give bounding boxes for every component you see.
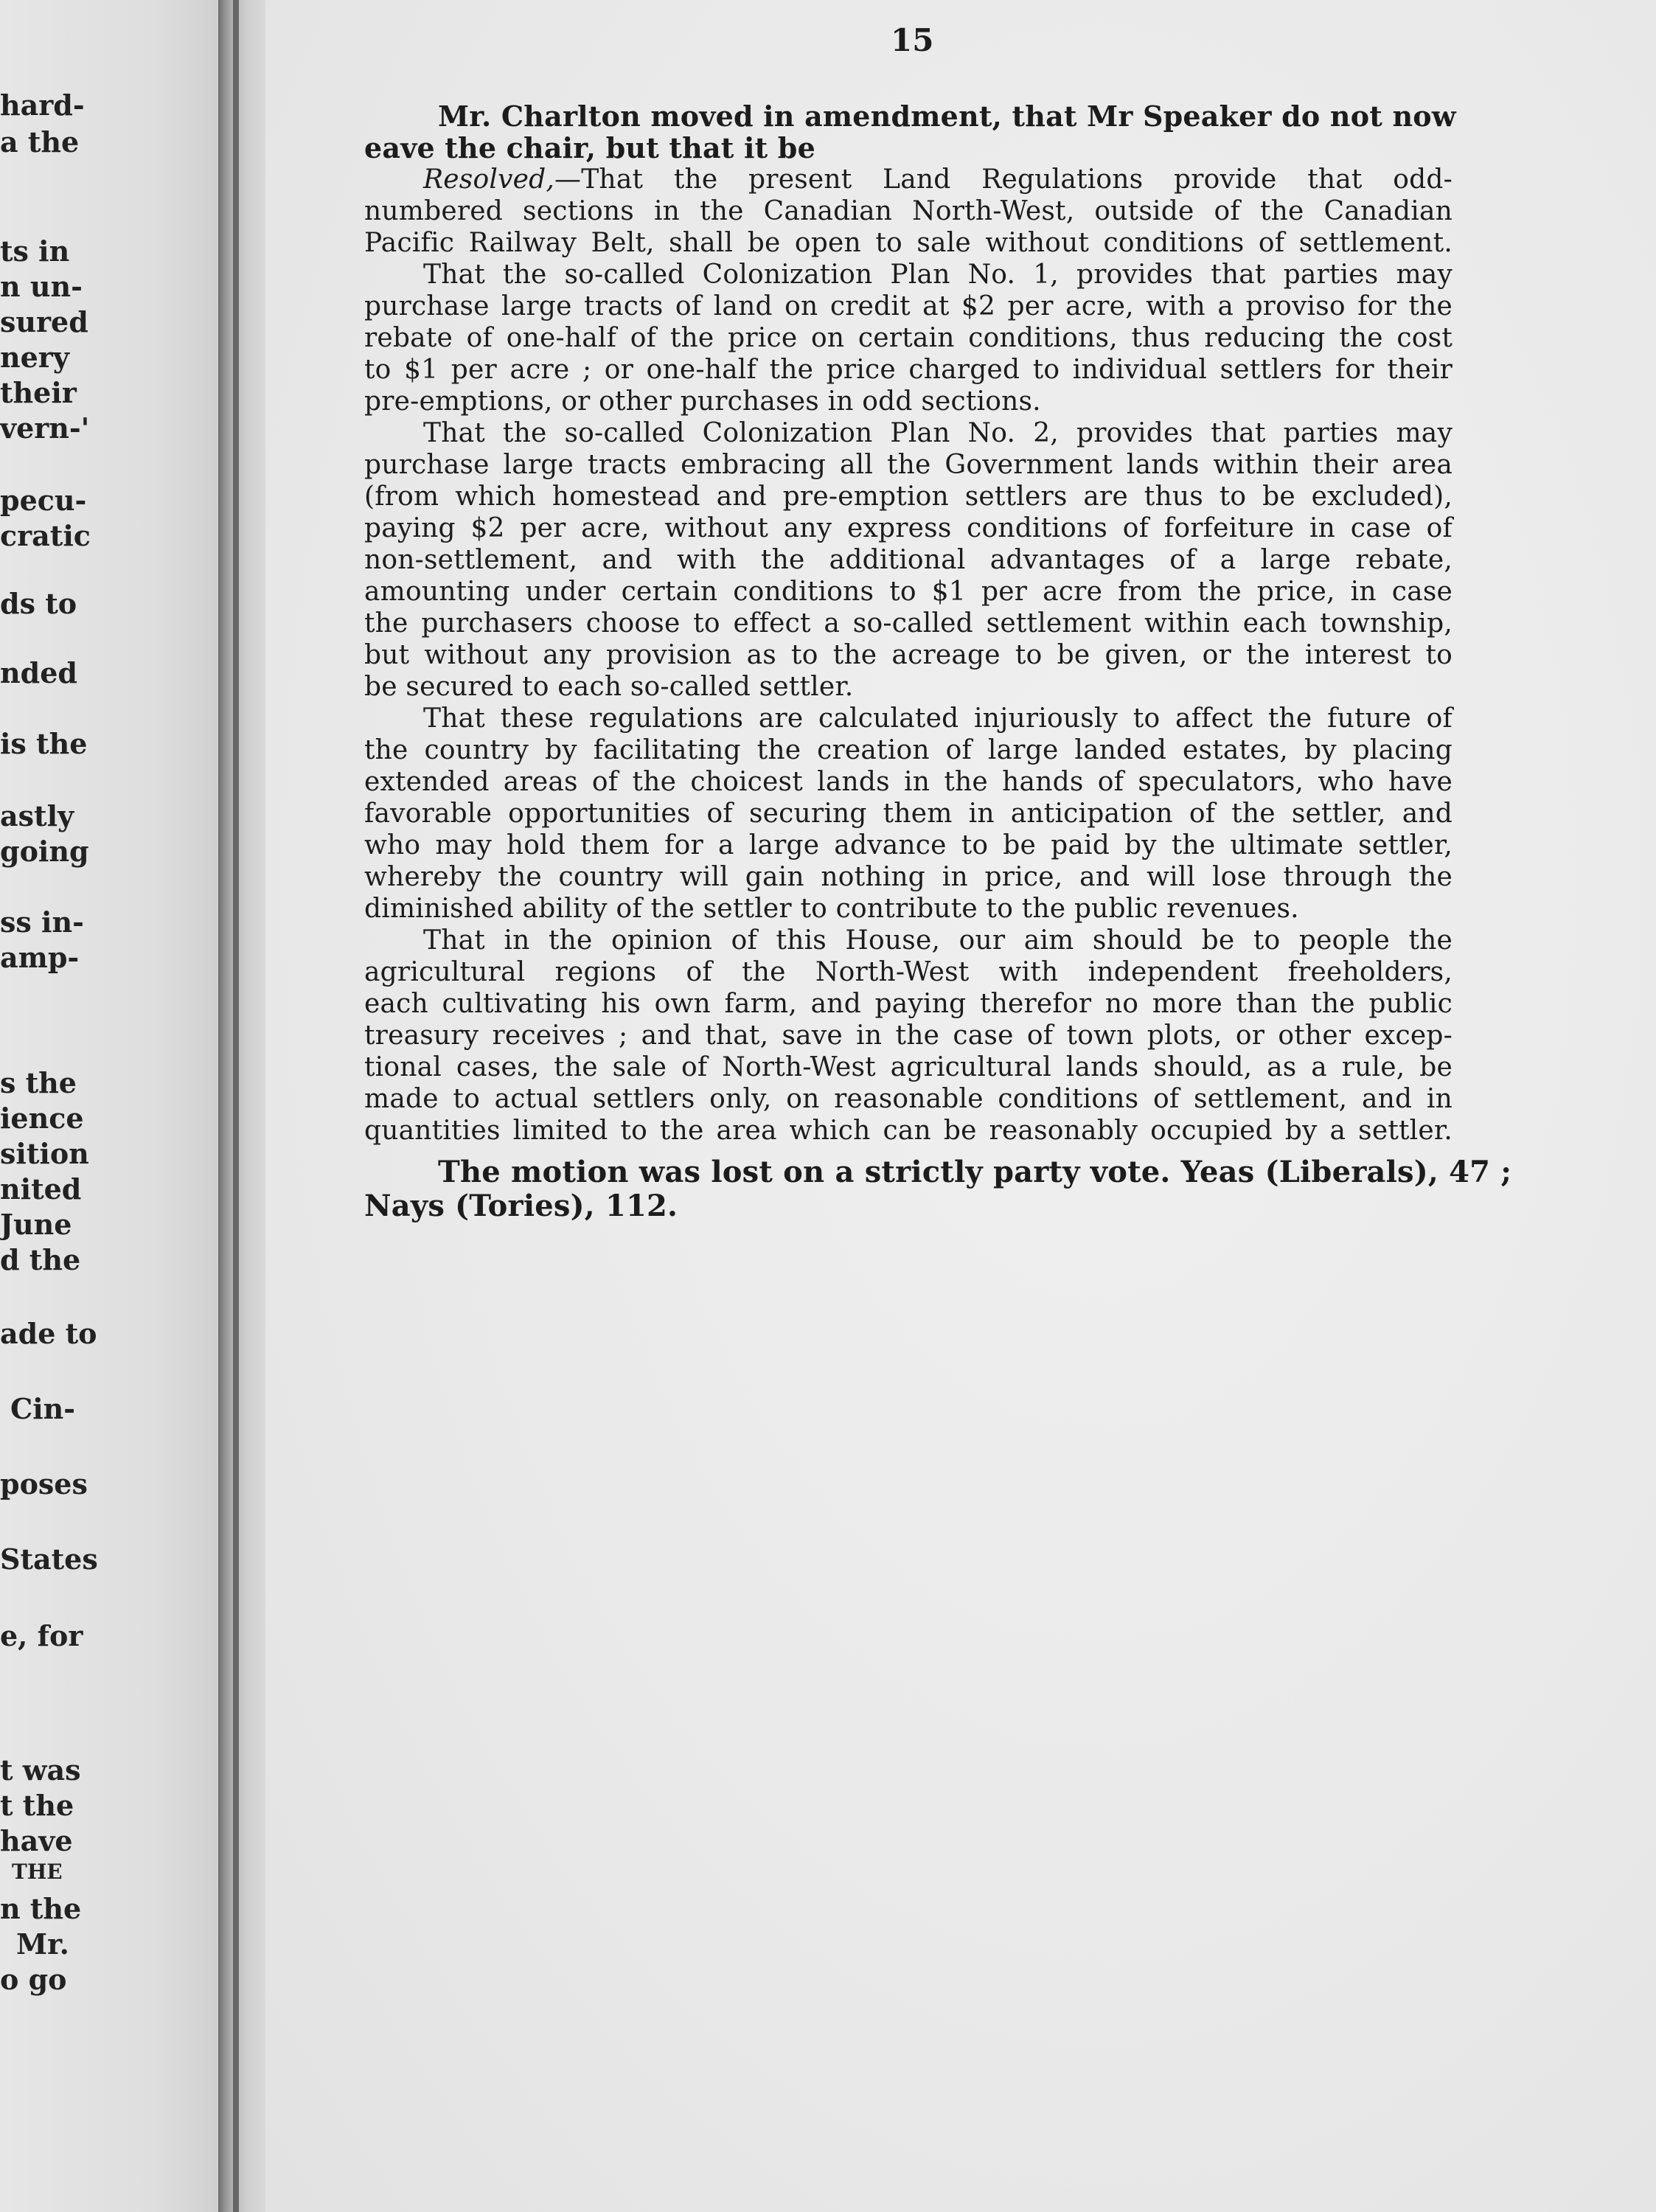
- closing-line: The motion was lost on a strictly party vote. Yeas (Liberals), 47 ;: [438, 1155, 1512, 1189]
- text-line: paying $2 per acre, without any express conditions of forfeiture in case of: [364, 513, 1453, 543]
- left-page-fragment: n the: [0, 1892, 82, 1925]
- left-page-fragment: astly: [0, 799, 74, 832]
- left-page-fragment: nery: [0, 341, 69, 374]
- text-line: the purchasers choose to effect a so-called settlement within each township,: [364, 608, 1453, 639]
- left-page-fragment: States: [0, 1543, 98, 1576]
- page-number: 15: [891, 22, 934, 58]
- left-page-fragment: n un-: [0, 270, 83, 303]
- left-page-fragment: ds to: [0, 587, 77, 620]
- left-page-fragment: e, for: [0, 1619, 83, 1652]
- left-page-fragment: June: [0, 1208, 72, 1241]
- text-line: rebate of one-half of the price on certain conditions, thus reducing the cost: [364, 323, 1453, 353]
- body-text: [364, 100, 1512, 1223]
- left-page-fragment: t the: [0, 1789, 74, 1822]
- text-line: to $1 per acre ; or one-half the price charged to individual settlers for their: [364, 355, 1453, 385]
- left-page-fragment: hard-: [0, 88, 85, 122]
- text-line: tional cases, the sale of North-West agricultural lands should, as a rule, be: [364, 1052, 1453, 1082]
- text-line: quantities limited to the area which can be reasonably occupied by a settler.: [364, 1116, 1453, 1146]
- binding-edge: [233, 0, 239, 2212]
- left-page-fragment: cratic: [0, 519, 91, 552]
- left-page-fragment: s the: [0, 1066, 77, 1099]
- left-page-fragment: vern-': [0, 411, 90, 445]
- left-page-fragment: Cin-: [10, 1392, 76, 1425]
- text-line: agricultural regions of the North-West with independent freeholders,: [364, 957, 1453, 987]
- text-line: numbered sections in the Canadian North-West, outside of the Canadian: [364, 196, 1453, 226]
- left-page-fragment: sured: [0, 305, 88, 338]
- text-line: eave the chair, but that it be: [364, 131, 815, 164]
- text-line: pre-emptions, or other purchases in odd sections.: [364, 386, 1041, 417]
- left-page-fragment: amp-: [0, 941, 80, 974]
- left-facing-page: [0, 0, 221, 2212]
- left-page-fragment: pecu-: [0, 484, 87, 517]
- resolved-label: Resolved,: [423, 164, 555, 195]
- text-line: purchase large tracts of land on credit at $2 per acre, with a proviso for the: [364, 291, 1453, 321]
- left-page-fragment: going: [0, 835, 89, 868]
- left-page-fragment: Mr.: [16, 1927, 69, 1961]
- text-line: treasury receives ; and that, save in the case of town plots, or other excep-: [364, 1020, 1453, 1051]
- text-line: made to actual settlers only, on reasonable conditions of settlement, and in: [364, 1084, 1453, 1114]
- resolved-text: —That the present Land Regulations provide that odd-: [554, 164, 1453, 195]
- left-page-fragment: o go: [0, 1963, 67, 1996]
- text-line: purchase large tracts embracing all the Government lands within their area: [364, 450, 1453, 480]
- left-page-fragment: their: [0, 376, 77, 409]
- text-line: Mr. Charlton moved in amendment, that Mr Speaker do not now: [438, 100, 1456, 133]
- text-line: extended areas of the choicest lands in the hands of speculators, who have: [364, 767, 1453, 797]
- text-line: be secured to each so-called settler.: [364, 672, 854, 702]
- left-page-fragment: ade to: [0, 1317, 97, 1350]
- text-line: each cultivating his own farm, and paying therefor no more than the public: [364, 989, 1453, 1019]
- closing-line: Nays (Tories), 112.: [364, 1189, 678, 1223]
- text-line: That the so-called Colonization Plan No. 1, provides that parties may: [423, 260, 1453, 290]
- book-binding-gutter: [218, 0, 265, 2212]
- text-line: (from which homestead and pre-emption settlers are thus to be excluded),: [364, 481, 1453, 512]
- text-line: diminished ability of the settler to contribute to the public revenues.: [364, 894, 1299, 924]
- text-line: That in the opinion of this House, our aim should be to people the: [423, 925, 1453, 956]
- left-page-fragment: nited: [0, 1172, 82, 1206]
- left-page-fragment: a the: [0, 125, 80, 159]
- left-page-fragment: THE: [12, 1860, 63, 1884]
- text-line: non-settlement, and with the additional advantages of a large rebate,: [364, 545, 1453, 575]
- left-page-fragment: sition: [0, 1137, 89, 1170]
- text-line: favorable opportunities of securing them in anticipation of the settler, and: [364, 799, 1453, 829]
- left-page-fragment: ss in-: [0, 905, 84, 939]
- text-line: [364, 164, 1453, 195]
- text-line: Pacific Railway Belt, shall be open to sale without conditions of settlement.: [364, 228, 1453, 258]
- text-line: whereby the country will gain nothing in price, and will lose through the: [364, 862, 1453, 892]
- left-page-fragment: ts in: [0, 234, 70, 268]
- text-line: the country by facilitating the creation of large landed estates, by placing: [364, 735, 1453, 765]
- left-page-fragment: t was: [0, 1753, 81, 1787]
- text-line: but without any provision as to the acreage to be given, or the interest to: [364, 640, 1453, 670]
- left-page-fragment: is the: [0, 727, 88, 760]
- text-line: amounting under certain conditions to $1 per acre from the price, in case: [364, 577, 1453, 607]
- left-page-fragment: ience: [0, 1102, 84, 1135]
- text-line: That the so-called Colonization Plan No. 2, provides that parties may: [423, 418, 1453, 448]
- text-line: That these regulations are calculated injuriously to affect the future of: [423, 703, 1453, 734]
- text-line: who may hold them for a large advance to be paid by the ultimate settler,: [364, 830, 1453, 860]
- left-page-fragment: poses: [0, 1467, 88, 1500]
- left-page-fragment: d the: [0, 1243, 81, 1276]
- left-page-fragment: nded: [0, 656, 77, 689]
- left-page-fragment: have: [0, 1824, 73, 1857]
